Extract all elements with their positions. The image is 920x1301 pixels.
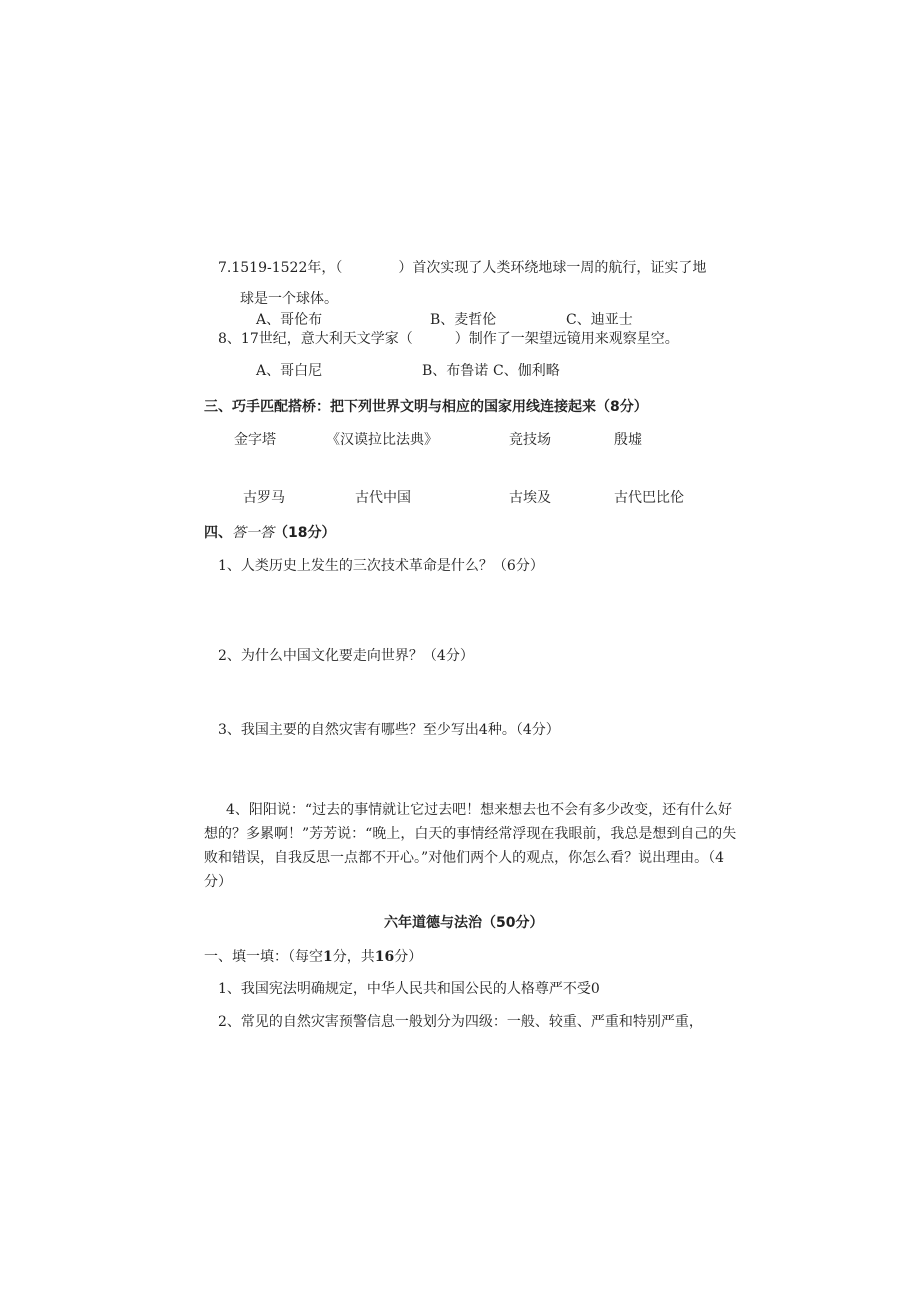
q7-option-a: A、哥伦布 — [256, 312, 323, 328]
part2-section1-title — [204, 948, 422, 966]
section4-q2: 2、为什么中国文化要走向世界？（4分） — [218, 648, 474, 664]
section4-title-main: 答一答 — [232, 525, 274, 541]
part2-q2: 2、常见的自然灾害预警信息一般划分为四级：一般、较重、严重和特别严重， — [218, 1014, 703, 1030]
match-top-hammurabi: 《汉谟拉比法典》 — [326, 432, 438, 448]
part2-section1-title-b1: 1 — [323, 949, 333, 965]
section4-title — [204, 524, 335, 542]
match-bottom-china: 古代中国 — [355, 490, 411, 506]
match-bottom-egypt: 古埃及 — [509, 490, 551, 506]
match-top-pyramid: 金字塔 — [234, 432, 276, 448]
q8-option-b: B、布鲁诺 — [422, 363, 489, 379]
part2-section1-title-prefix: 一、填一填：（每空 — [204, 949, 323, 965]
q7-line2: 球是一个球体。 — [240, 291, 338, 307]
q7-option-b: B、麦哲伦 — [430, 312, 497, 328]
part2-section1-title-suffix: 分） — [394, 949, 423, 965]
section4-title-suffix: （18分） — [274, 525, 336, 541]
match-bottom-babylon: 古代巴比伦 — [614, 490, 684, 506]
section3-title: 三、巧手匹配搭桥：把下列世界文明与相应的国家用线连接起来（8分） — [204, 399, 648, 415]
match-top-yinxu: 殷墟 — [614, 432, 642, 448]
q8-option-c: C、伽利略 — [493, 363, 560, 379]
part2-q1: 1、我国宪法明确规定，中华人民共和国公民的人格尊严不受0 — [218, 981, 600, 997]
part2-title: 六年道德与法治（50分） — [384, 915, 544, 931]
q7-option-c: C、迪亚士 — [566, 312, 633, 328]
match-top-arena: 竞技场 — [509, 432, 551, 448]
q7-line1: 7.1519-1522年，（ ）首次实现了人类环绕地球一周的航行，证实了地 — [218, 260, 707, 276]
section4-title-prefix: 四、 — [204, 525, 232, 541]
section4-q4: 4、阳阳说：“过去的事情就让它过去吧！想来想去也不会有多少改变，还有什么好想的？多累啊！”芳芳说：“晚上，白天的事情经常浮现在我眼前，我总是想到自己的失败和错误，自我反思一点都不开心。”对他们两个人的观点，你怎么看？说出理由。（4分） — [204, 802, 737, 890]
match-bottom-rome: 古罗马 — [243, 490, 285, 506]
part2-section1-title-mid: 分，共 — [332, 949, 375, 965]
part2-section1-title-b2: 16 — [374, 949, 395, 965]
section4-q1: 1、人类历史上发生的三次技术革命是什么？（6分） — [218, 558, 544, 574]
q8-option-a: A、哥白尼 — [256, 363, 323, 379]
section4-q3: 3、我国主要的自然灾害有哪些？至少写出4种。（4分） — [218, 722, 560, 738]
q8-line: 8、17世纪，意大利天文学家（ ）制作了一架望远镜用来观察星空。 — [218, 331, 679, 347]
